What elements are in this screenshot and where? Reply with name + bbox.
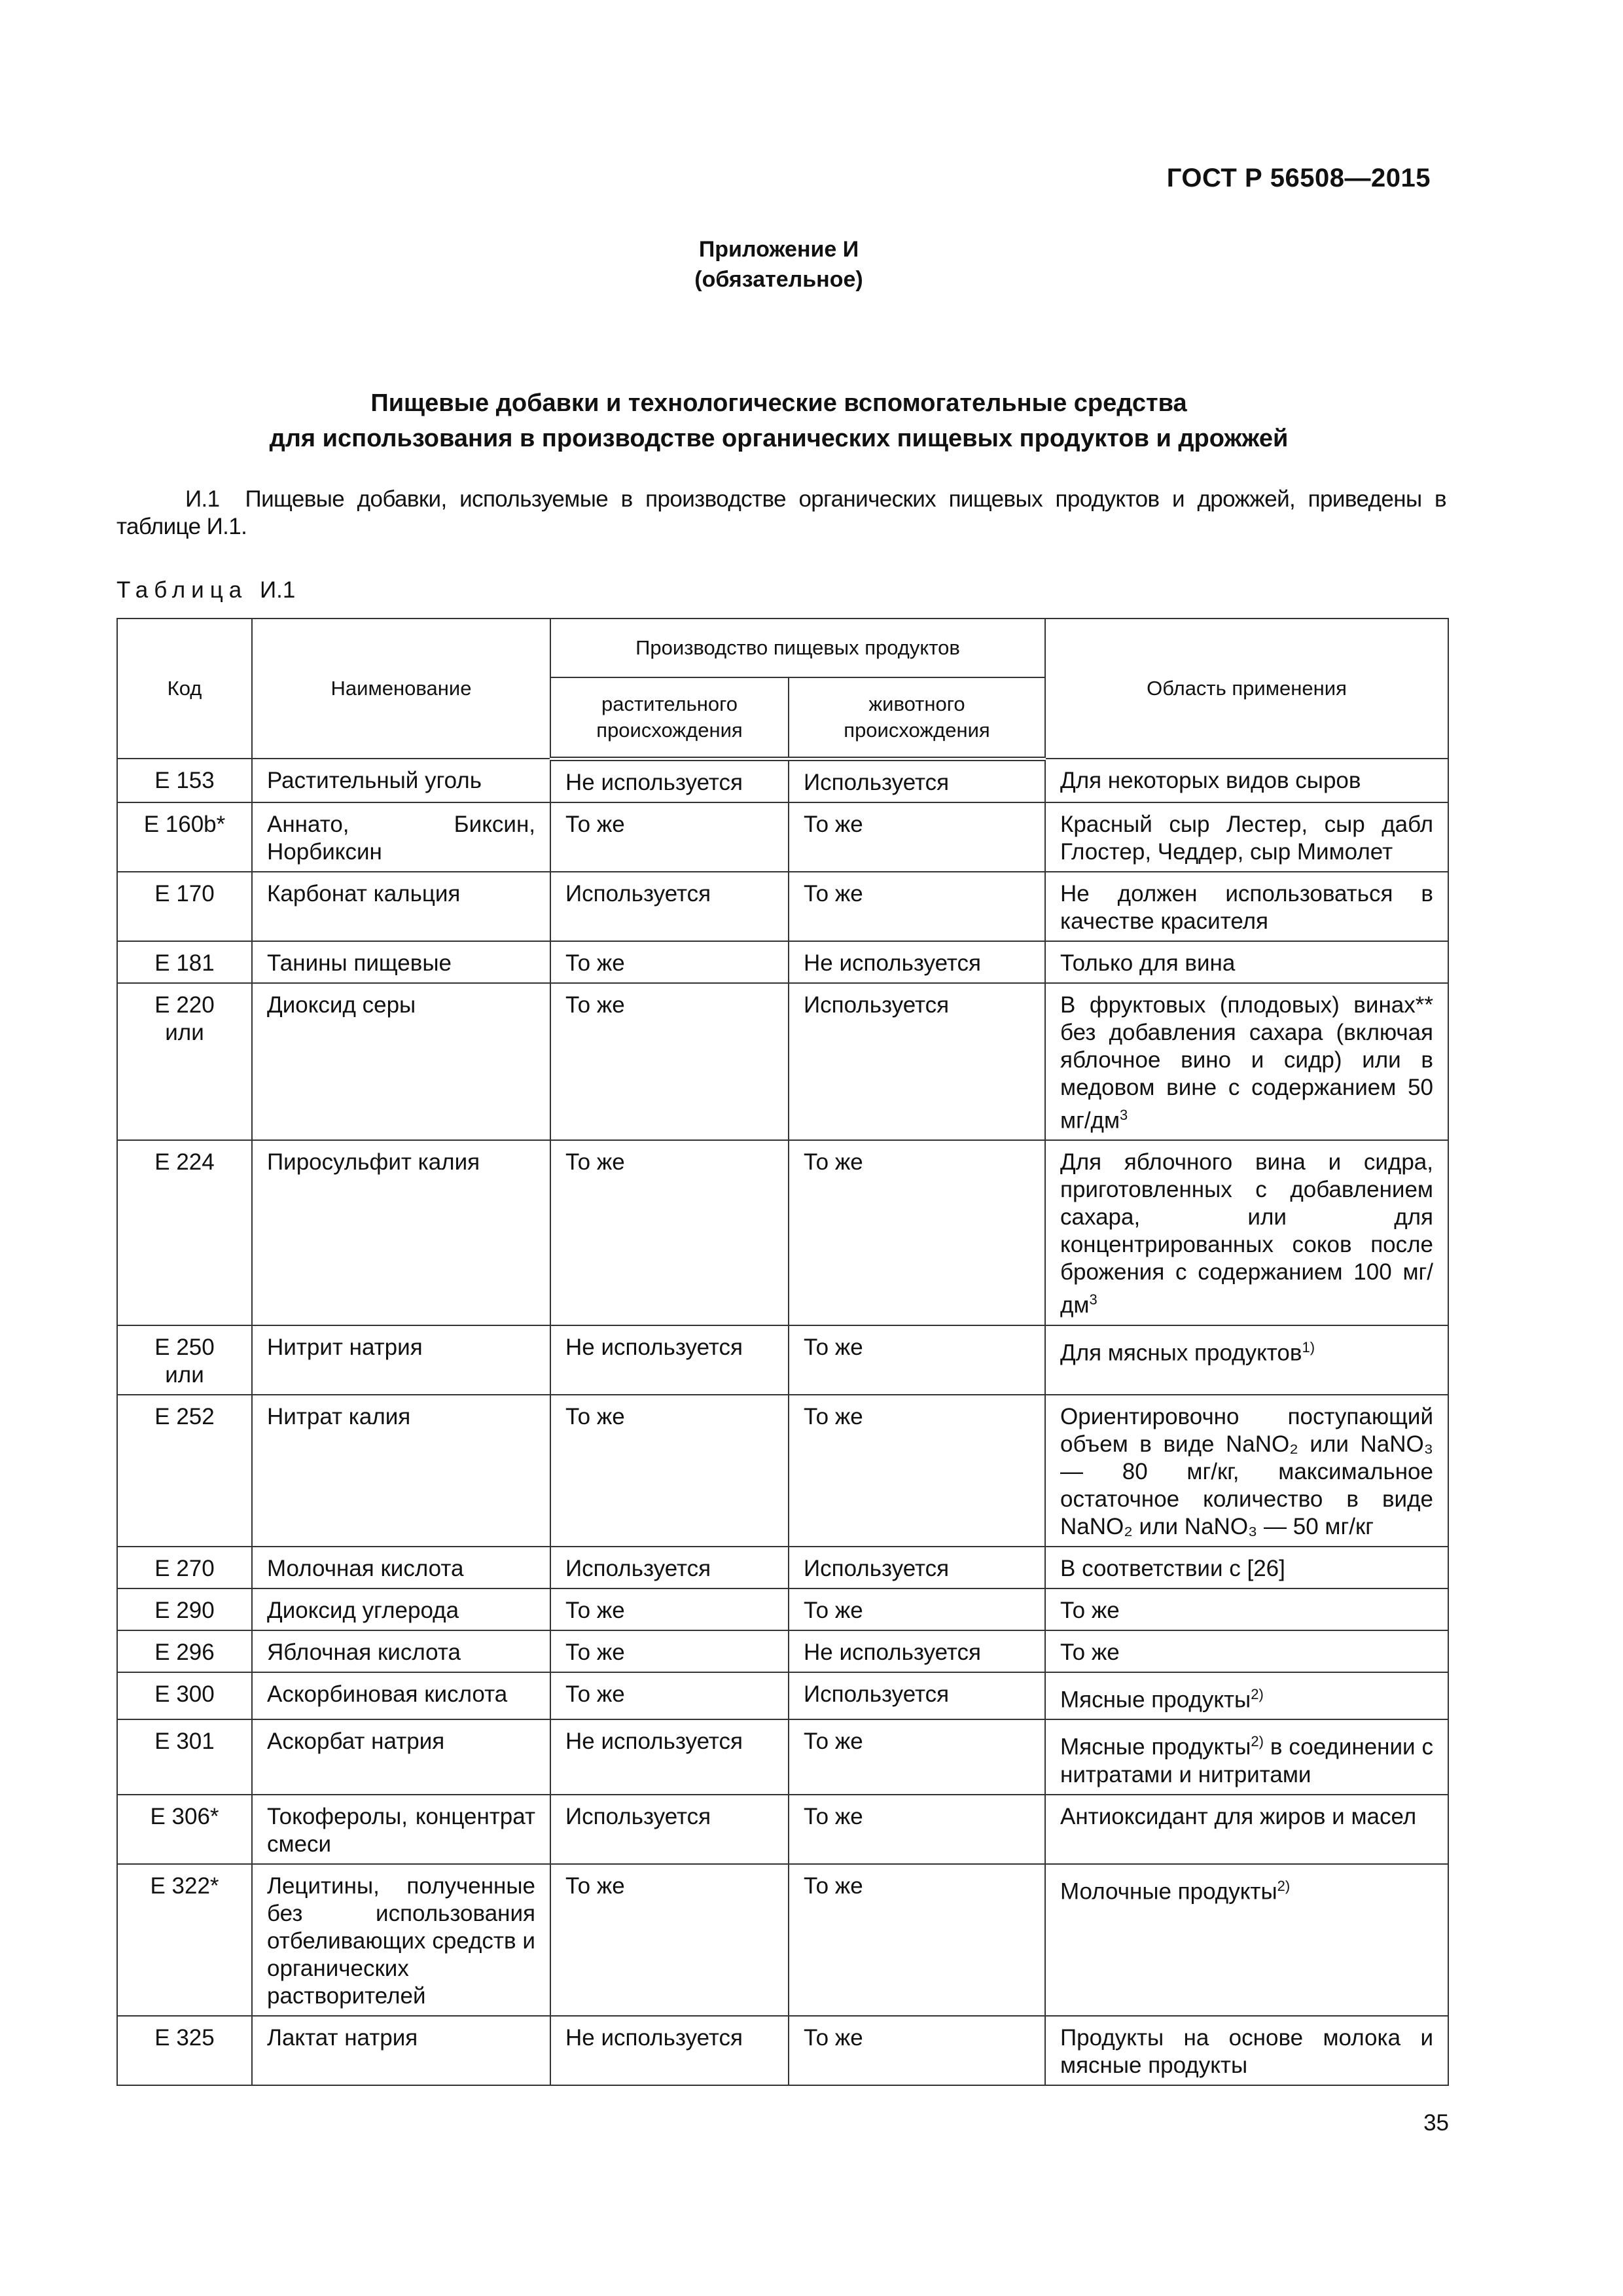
cell-animal-text: То же	[804, 1403, 863, 1429]
cell-plant	[550, 1547, 789, 1588]
cell-name	[252, 941, 550, 983]
cell-name	[252, 1795, 550, 1864]
cell-code-text: Е 325	[154, 2025, 215, 2051]
cell-animal-text: То же	[804, 1873, 863, 1899]
cell-code	[117, 941, 252, 983]
cell-code	[117, 1588, 252, 1630]
table-row	[117, 872, 1448, 941]
cell-area-footnote: 3	[1120, 1106, 1128, 1123]
annex-title: Приложение И	[698, 237, 859, 262]
cell-plant-text: То же	[565, 1681, 625, 1707]
cell-name-text: Лецитины, полученные без использования отбеливающих средств и органических растворителей	[267, 1873, 535, 2009]
cell-plant	[550, 1325, 789, 1395]
cell-plant-text: То же	[565, 1597, 625, 1623]
section-heading-line-1: Пищевые добавки и технологические вспомогательные средства	[370, 389, 1187, 417]
cell-name-text: Нитрит натрия	[267, 1334, 423, 1360]
cell-code-text: Е 290	[154, 1597, 215, 1623]
cell-plant	[550, 759, 789, 802]
cell-code-text: Е 220 или	[154, 992, 215, 1045]
cell-animal	[789, 1795, 1045, 1864]
cell-area-text: Красный сыр Лестер, сыр дабл Глостер, Чеддер, сыр Мимолет	[1060, 811, 1433, 865]
table-row	[117, 1325, 1448, 1395]
cell-area-text: Ориентировочно поступающий объем в виде NaNO₂ или NaNO₃ — 80 мг/кг, максимальное остаточное количество в виде NaNO₂ или NaNO₃ — 50 мг/кг	[1060, 1403, 1433, 1539]
table-row	[117, 941, 1448, 983]
cell-animal-text: Используется	[804, 1681, 950, 1707]
intro-text: Пищевые добавки, используемые в производстве органических пищевых продуктов и дрожжей, приведены в таблице И.1.	[116, 486, 1447, 539]
cell-name	[252, 1672, 550, 1720]
cell-name	[252, 802, 550, 872]
cell-area-text: То же	[1060, 1639, 1120, 1665]
table-row	[117, 1672, 1448, 1720]
table-row	[117, 1547, 1448, 1588]
cell-animal	[789, 802, 1045, 872]
cell-animal	[789, 1395, 1045, 1547]
table-body	[117, 759, 1448, 2085]
cell-code	[117, 802, 252, 872]
table-row	[117, 1795, 1448, 1864]
cell-animal-text: То же	[804, 1597, 863, 1623]
cell-plant	[550, 1795, 789, 1864]
cell-code	[117, 759, 252, 802]
cell-area-footnote: 2)	[1251, 1733, 1264, 1750]
cell-plant-text: Используется	[565, 880, 711, 906]
cell-code	[117, 1547, 252, 1588]
cell-name-text: Растительный уголь	[267, 768, 482, 793]
cell-code-text: Е 322*	[150, 1873, 219, 1899]
header-animal-origin: животного происхождения	[789, 677, 1045, 759]
cell-animal-text: Не используется	[804, 1639, 981, 1665]
cell-animal-text: То же	[804, 1149, 863, 1175]
header-plant-origin: растительного происхождения	[550, 677, 789, 759]
cell-animal	[789, 1630, 1045, 1672]
cell-plant	[550, 983, 789, 1141]
cell-plant	[550, 1719, 789, 1795]
cell-animal-text: То же	[804, 1334, 863, 1360]
cell-plant-text: То же	[565, 1403, 625, 1429]
cell-code-text: Е 160b*	[143, 811, 226, 837]
cell-code-text: Е 224	[154, 1149, 215, 1175]
cell-area	[1045, 872, 1448, 941]
cell-animal-text: Используется	[804, 1555, 950, 1581]
cell-code	[117, 1630, 252, 1672]
cell-plant-text: То же	[565, 1149, 625, 1175]
cell-animal	[789, 983, 1045, 1141]
cell-plant-text: Не используется	[565, 769, 743, 795]
intro-number: И.1	[185, 486, 220, 512]
header-code: Код	[117, 619, 252, 759]
cell-area-text: То же	[1060, 1597, 1120, 1623]
cell-area	[1045, 1547, 1448, 1588]
cell-animal	[789, 1864, 1045, 2016]
cell-animal-text: То же	[804, 811, 863, 837]
cell-name	[252, 1140, 550, 1325]
cell-animal-text: Используется	[804, 992, 950, 1018]
cell-code-text: Е 181	[154, 950, 215, 976]
cell-plant	[550, 802, 789, 872]
table-row	[117, 1140, 1448, 1325]
cell-code-text: Е 250 или	[154, 1334, 215, 1388]
cell-plant	[550, 1395, 789, 1547]
cell-area-tail: в соединении с нитратами и нитритами	[1060, 1734, 1433, 1788]
table-row	[117, 2016, 1448, 2085]
cell-code	[117, 1719, 252, 1795]
cell-name-text: Аскорбат натрия	[267, 1729, 445, 1755]
cell-animal	[789, 759, 1045, 802]
cell-code-text: Е 153	[154, 768, 215, 793]
cell-area	[1045, 2016, 1448, 2085]
cell-area-text: Антиоксидант для жиров и масел	[1060, 1804, 1417, 1830]
cell-area-text: Продукты на основе молока и мясные продукты	[1060, 2025, 1433, 2079]
cell-name-text: Диоксид серы	[267, 992, 416, 1018]
cell-name	[252, 1864, 550, 2016]
header-production: Производство пищевых продуктов	[550, 619, 1045, 677]
cell-animal-text: Не используется	[804, 950, 981, 976]
table-row	[117, 1719, 1448, 1795]
cell-area-text: Молочные продукты	[1060, 1878, 1277, 1905]
cell-area	[1045, 983, 1448, 1141]
cell-name-text: Яблочная кислота	[267, 1639, 461, 1665]
cell-area	[1045, 1864, 1448, 2016]
cell-area-text: В соответствии с [26]	[1060, 1555, 1285, 1581]
cell-area-text: Только для вина	[1060, 950, 1236, 976]
cell-name	[252, 759, 550, 802]
cell-animal	[789, 2016, 1045, 2085]
cell-animal	[789, 1140, 1045, 1325]
cell-code	[117, 983, 252, 1141]
cell-animal	[789, 1547, 1045, 1588]
cell-animal-text: То же	[804, 1729, 863, 1755]
cell-area	[1045, 759, 1448, 802]
cell-plant-text: Используется	[565, 1804, 711, 1830]
cell-name	[252, 1719, 550, 1795]
cell-animal-text: То же	[804, 2025, 863, 2051]
cell-name-text: Диоксид углерода	[267, 1597, 459, 1623]
cell-plant	[550, 1630, 789, 1672]
table-row	[117, 1395, 1448, 1547]
table-row	[117, 1864, 1448, 2016]
cell-name-text: Аскорбиновая кислота	[267, 1681, 508, 1707]
cell-area-footnote: 2)	[1251, 1685, 1264, 1702]
table-caption-number: И.1	[259, 577, 296, 603]
cell-area	[1045, 1395, 1448, 1547]
table-row	[117, 802, 1448, 872]
table-row	[117, 1630, 1448, 1672]
table-row	[117, 983, 1448, 1141]
cell-area-text: Не должен использоваться в качестве красителя	[1060, 880, 1433, 934]
document-code: ГОСТ Р 56508—2015	[1166, 164, 1431, 192]
cell-code	[117, 1672, 252, 1720]
cell-plant	[550, 2016, 789, 2085]
cell-area-text: Для яблочного вина и сидра, приготовленных с добавлением сахара, или для концентрированных соков после брожения с содержанием 100 мг/дм	[1060, 1149, 1433, 1318]
header-area: Область применения	[1045, 619, 1448, 759]
cell-area-footnote: 1)	[1302, 1338, 1315, 1355]
header-name: Наименование	[252, 619, 550, 759]
cell-animal-text: То же	[804, 1804, 863, 1830]
cell-plant-text: То же	[565, 992, 625, 1018]
cell-code	[117, 1864, 252, 2016]
cell-code-text: Е 270	[154, 1555, 215, 1581]
cell-plant-text: Не используется	[565, 2025, 743, 2051]
table-row	[117, 759, 1448, 802]
cell-name	[252, 2016, 550, 2085]
cell-name	[252, 1588, 550, 1630]
cell-area	[1045, 941, 1448, 983]
cell-name-text: Нитрат калия	[267, 1403, 411, 1429]
cell-name-text: Лактат натрия	[267, 2025, 418, 2051]
cell-code	[117, 2016, 252, 2085]
table-caption	[116, 577, 295, 603]
cell-code	[117, 1325, 252, 1395]
cell-name-text: Пиросульфит калия	[267, 1149, 480, 1175]
cell-plant-text: То же	[565, 1639, 625, 1665]
cell-plant-text: То же	[565, 811, 625, 837]
cell-plant-text: То же	[565, 1873, 625, 1899]
annex-status: (обязательное)	[694, 267, 863, 292]
cell-area	[1045, 1672, 1448, 1720]
cell-name	[252, 1547, 550, 1588]
cell-code-text: Е 301	[154, 1729, 215, 1755]
cell-area	[1045, 802, 1448, 872]
cell-plant	[550, 872, 789, 941]
cell-name	[252, 983, 550, 1141]
cell-plant	[550, 941, 789, 983]
cell-area-text: Мясные продукты	[1060, 1734, 1251, 1761]
cell-animal	[789, 1325, 1045, 1395]
table-caption-word: Таблица	[116, 577, 248, 603]
cell-code-text: Е 170	[154, 880, 215, 906]
cell-name-text: Молочная кислота	[267, 1555, 464, 1581]
cell-plant	[550, 1864, 789, 2016]
cell-area	[1045, 1325, 1448, 1395]
cell-area	[1045, 1719, 1448, 1795]
cell-plant	[550, 1588, 789, 1630]
section-heading-line-2: для использования в производстве органических пищевых продуктов и дрожжей	[269, 425, 1289, 452]
cell-plant-text: Не используется	[565, 1729, 743, 1755]
cell-code	[117, 872, 252, 941]
cell-area-text: Для некоторых видов сыров	[1060, 768, 1361, 793]
cell-code-text: Е 300	[154, 1681, 215, 1707]
cell-name	[252, 1395, 550, 1547]
cell-name	[252, 1630, 550, 1672]
cell-animal	[789, 872, 1045, 941]
cell-area-text: В фруктовых (плодовых) винах** без добавления сахара (включая яблочное вино и сидр) или в медовом вине с содержанием 50 мг/дм	[1060, 992, 1433, 1134]
table-row	[117, 1588, 1448, 1630]
cell-animal-text: То же	[804, 880, 863, 906]
cell-plant-text: Не используется	[565, 1334, 743, 1360]
cell-animal	[789, 1672, 1045, 1720]
cell-area-text: Для мясных продуктов	[1060, 1340, 1302, 1366]
page-number: 35	[1423, 2110, 1449, 2136]
cell-area	[1045, 1795, 1448, 1864]
cell-name	[252, 872, 550, 941]
cell-animal	[789, 1588, 1045, 1630]
cell-animal	[789, 1719, 1045, 1795]
cell-code	[117, 1795, 252, 1864]
cell-plant	[550, 1140, 789, 1325]
cell-name	[252, 1325, 550, 1395]
cell-name-text: Токоферолы, концентрат смеси	[267, 1804, 535, 1857]
intro-paragraph	[116, 486, 1446, 541]
cell-area	[1045, 1140, 1448, 1325]
cell-plant	[550, 1672, 789, 1720]
cell-code	[117, 1140, 252, 1325]
cell-area	[1045, 1588, 1448, 1630]
cell-area-footnote: 3	[1089, 1291, 1097, 1308]
cell-name-text: Аннато, Биксин, Норбиксин	[267, 811, 535, 865]
cell-plant-text: Используется	[565, 1555, 711, 1581]
cell-area-text: Мясные продукты	[1060, 1687, 1251, 1713]
cell-animal	[789, 941, 1045, 983]
cell-name-text: Танины пищевые	[267, 950, 452, 976]
cell-animal-text: Используется	[804, 769, 950, 795]
cell-code-text: Е 306*	[150, 1804, 219, 1830]
additives-table	[116, 618, 1449, 2086]
cell-plant-text: То же	[565, 950, 625, 976]
cell-area	[1045, 1630, 1448, 1672]
cell-name-text: Карбонат кальция	[267, 880, 461, 906]
cell-code-text: Е 296	[154, 1639, 215, 1665]
cell-code-text: Е 252	[154, 1403, 215, 1429]
cell-code	[117, 1395, 252, 1547]
cell-area-footnote: 2)	[1277, 1878, 1291, 1895]
